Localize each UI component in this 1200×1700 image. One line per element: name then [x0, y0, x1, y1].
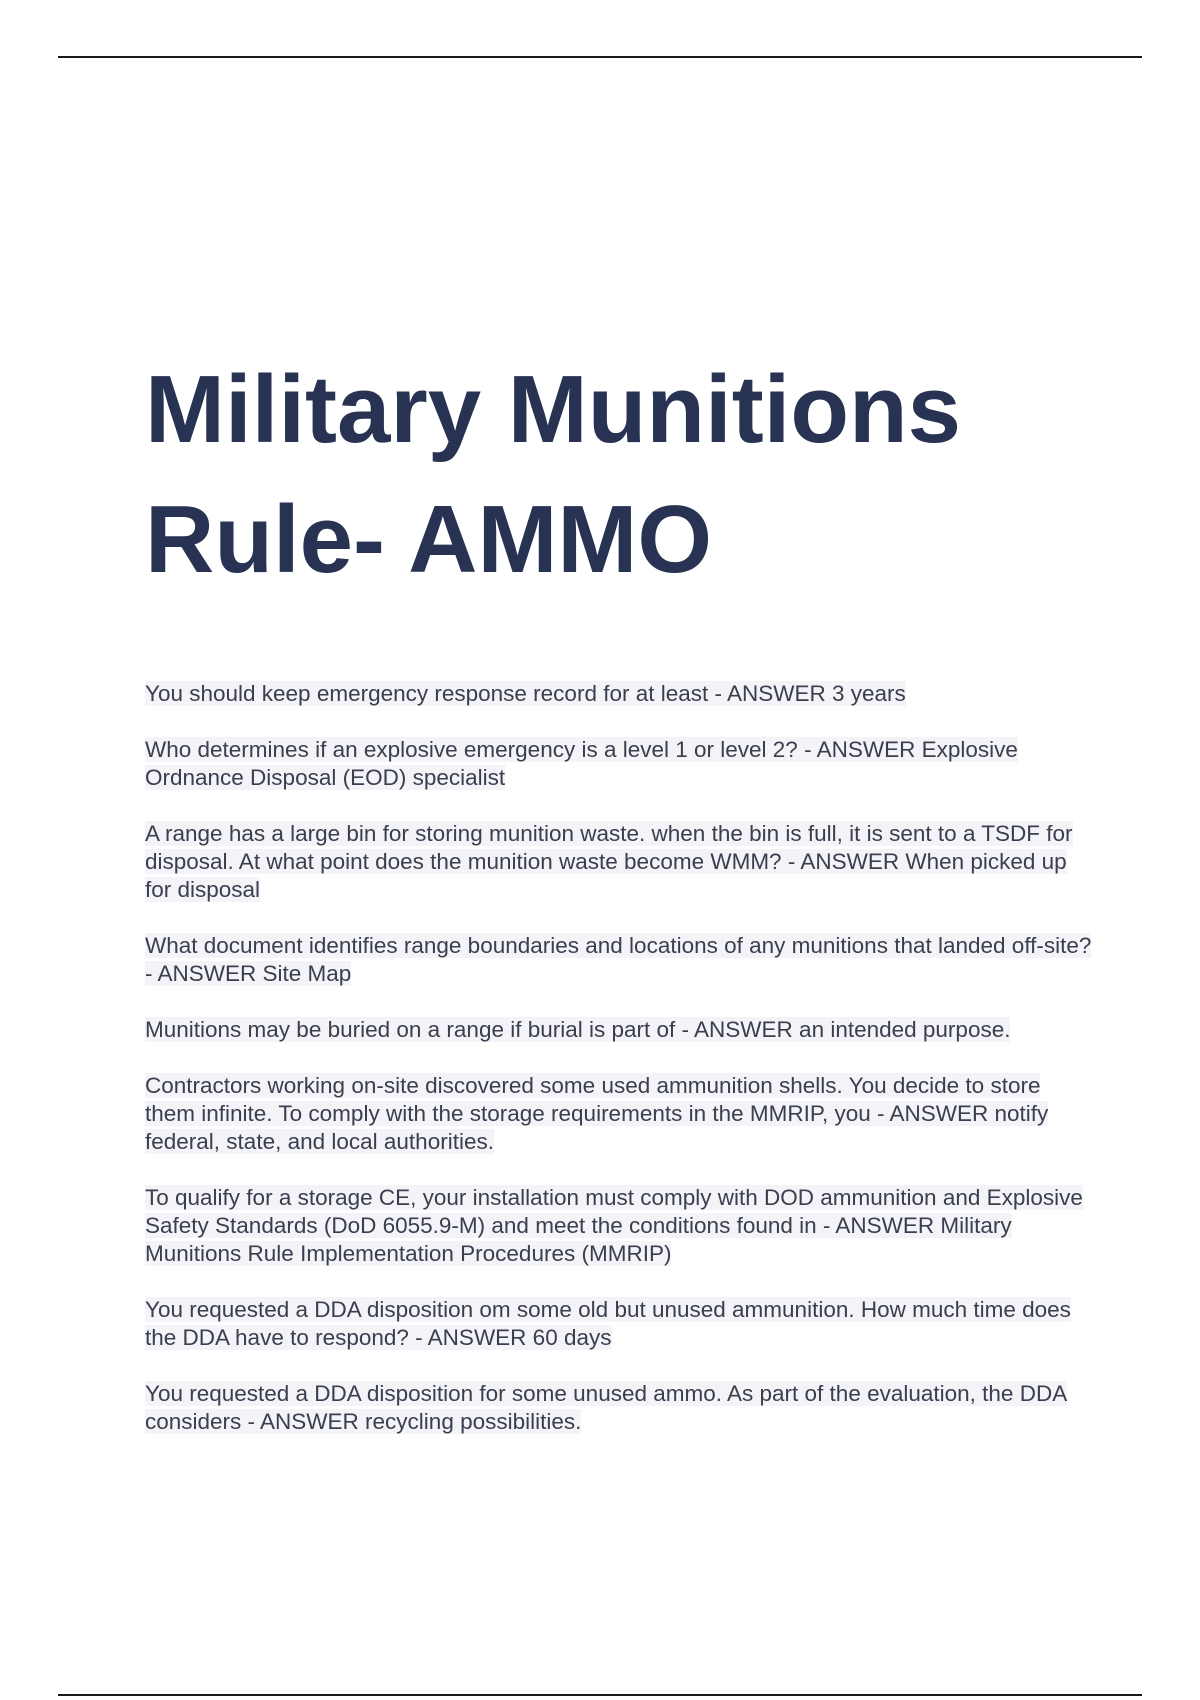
qa-text: What document identifies range boundaries and locations of any munitions that landed off-site? - ANSWER Site Map: [145, 933, 1092, 986]
qa-text: To qualify for a storage CE, your installation must comply with DOD ammunition and Explosive Safety Standards (DoD 6055.9-M) and meet the conditions found in - ANSWER Military Munitions Rule Implementation Procedures (MMRIP): [145, 1185, 1083, 1266]
document-title: [145, 345, 1125, 605]
qa-list: [145, 680, 1095, 1464]
title-line-1: Military Munitions: [145, 356, 961, 463]
qa-text: You should keep emergency response record for at least - ANSWER 3 years: [145, 681, 906, 706]
qa-text: Munitions may be buried on a range if burial is part of - ANSWER an intended purpose.: [145, 1017, 1011, 1042]
qa-item: [145, 820, 1095, 904]
bottom-divider: [58, 1694, 1142, 1696]
qa-text: A range has a large bin for storing munition waste. when the bin is full, it is sent to a TSDF for disposal. At what point does the munition waste become WMM? - ANSWER When picked up for disposal: [145, 821, 1073, 902]
qa-item: [145, 1296, 1095, 1352]
title-line-2: Rule- AMMO: [145, 486, 713, 593]
qa-item: [145, 1072, 1095, 1156]
qa-item: [145, 1184, 1095, 1268]
qa-text: Who determines if an explosive emergency is a level 1 or level 2? - ANSWER Explosive Ordnance Disposal (EOD) specialist: [145, 737, 1018, 790]
qa-text: You requested a DDA disposition for some unused ammo. As part of the evaluation, the DDA considers - ANSWER recycling possibilities.: [145, 1381, 1068, 1434]
qa-text: You requested a DDA disposition om some old but unused ammunition. How much time does the DDA have to respond? - ANSWER 60 days: [145, 1297, 1071, 1350]
qa-text: Contractors working on-site discovered some used ammunition shells. You decide to store them infinite. To comply with the storage requirements in the MMRIP, you - ANSWER notify federal, state, and local authorities.: [145, 1073, 1049, 1154]
top-divider: [58, 56, 1142, 58]
qa-item: [145, 1380, 1095, 1436]
qa-item: [145, 932, 1095, 988]
qa-item: [145, 736, 1095, 792]
qa-item: [145, 1016, 1095, 1044]
qa-item: [145, 680, 1095, 708]
